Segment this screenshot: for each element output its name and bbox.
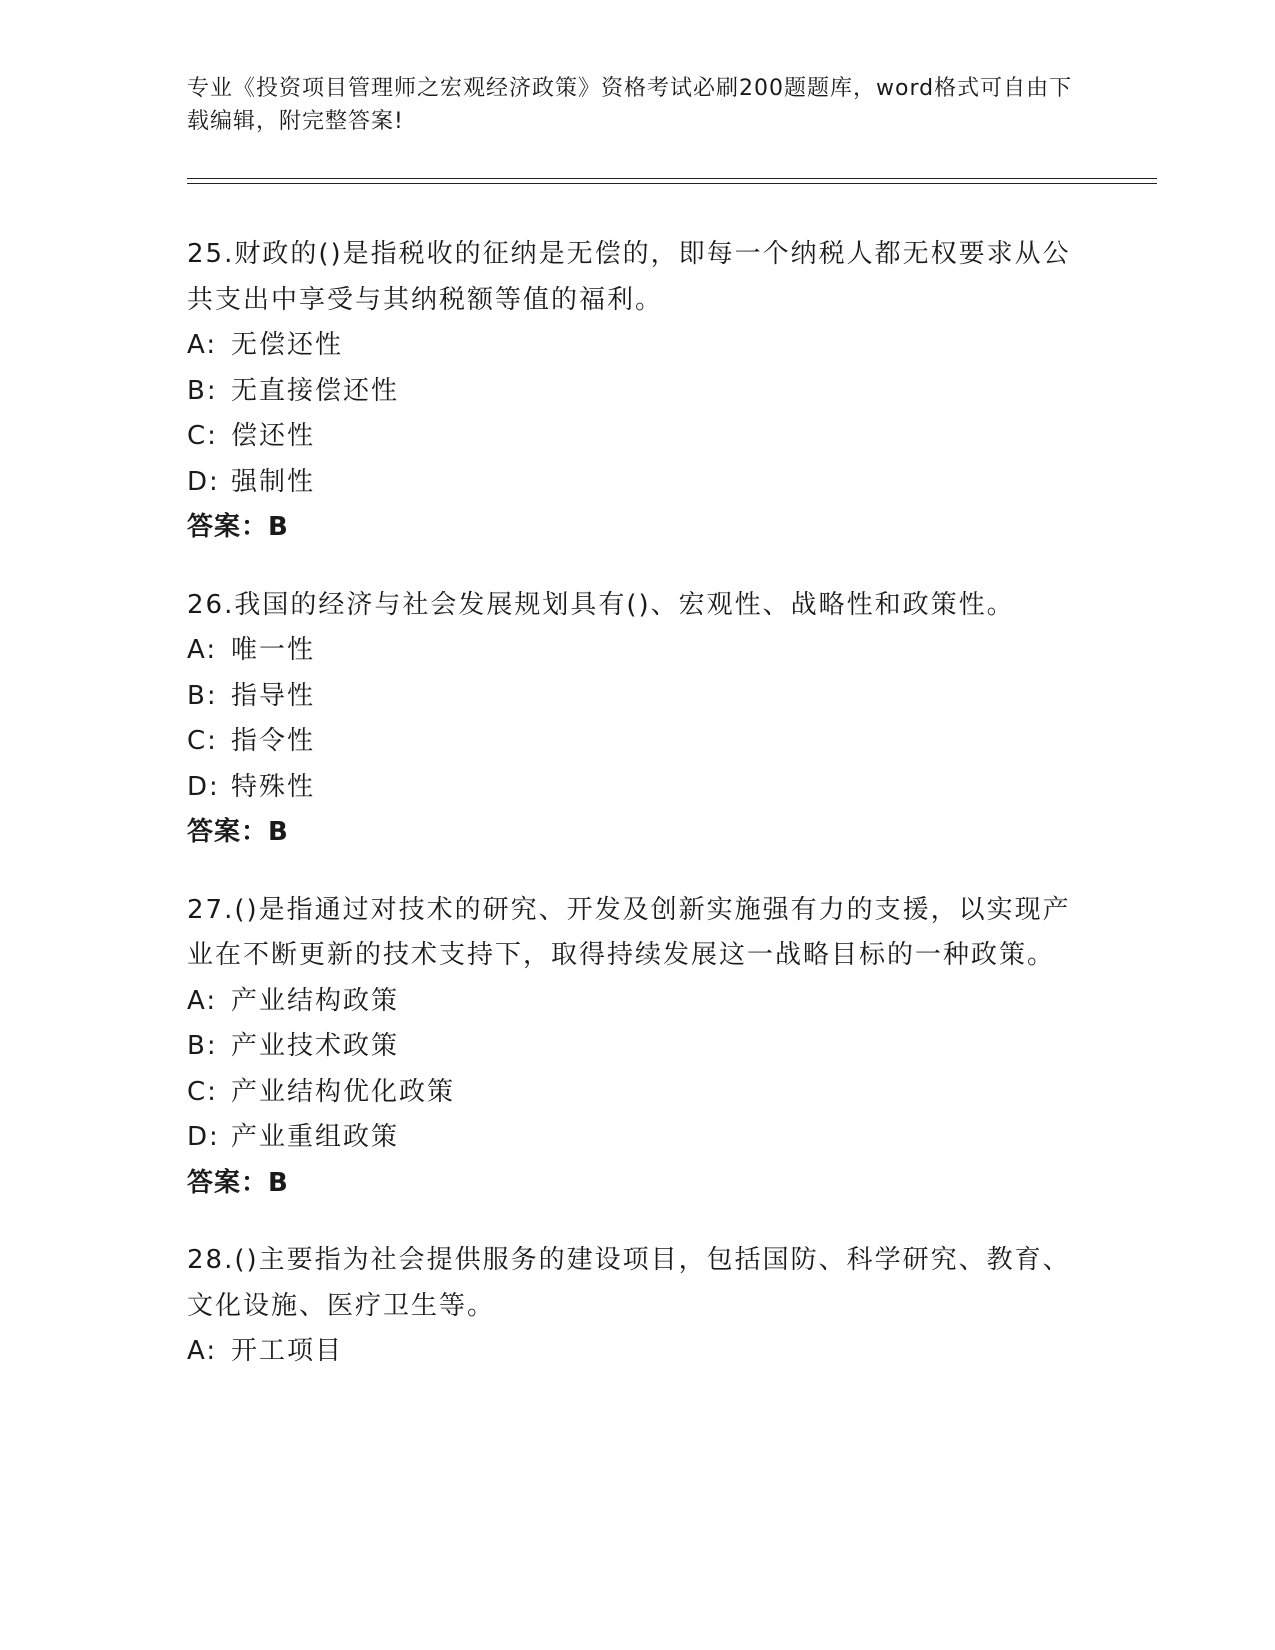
option-c <box>187 1070 1087 1116</box>
header-rule-bottom <box>187 183 1157 184</box>
option-letter: C: <box>187 1076 218 1107</box>
option-text: 产业结构优化政策 <box>231 1076 456 1107</box>
option-c <box>187 414 1087 460</box>
option-a <box>187 323 1087 369</box>
answer-line: 答案：B <box>187 1167 289 1198</box>
option-d <box>187 765 1087 811</box>
option-letter: A: <box>187 635 218 665</box>
option-letter: A: <box>187 1336 218 1366</box>
option-text: 产业结构政策 <box>231 985 400 1016</box>
option-letter: A: <box>187 985 218 1016</box>
option-b <box>187 1024 1087 1070</box>
option-text: 开工项目 <box>231 1336 344 1366</box>
option-text: 特殊性 <box>231 771 316 802</box>
option-text: 强制性 <box>231 466 316 497</box>
option-d <box>187 460 1087 506</box>
option-letter: D: <box>187 466 220 497</box>
option-b <box>187 369 1087 415</box>
question-27 <box>187 888 1087 1207</box>
option-d <box>187 1115 1087 1161</box>
option-letter: A: <box>187 330 218 360</box>
option-a <box>187 979 1087 1025</box>
option-text: 无偿还性 <box>231 330 344 360</box>
answer-line: 答案：B <box>187 512 289 542</box>
option-b <box>187 674 1087 720</box>
option-text: 无直接偿还性 <box>231 375 400 406</box>
question-stem: 28.()主要指为社会提供服务的建设项目，包括国防、科学研究、教育、文化设施、医疗卫生等。 <box>187 1245 1071 1321</box>
option-text: 产业技术政策 <box>231 1031 400 1061</box>
option-a <box>187 628 1087 674</box>
option-letter: C: <box>187 421 218 451</box>
question-stem: 25.财政的()是指税收的征纳是无偿的，即每一个纳税人都无权要求从公共支出中享受与其纳税额等值的福利。 <box>187 239 1071 315</box>
option-text: 唯一性 <box>231 635 316 665</box>
option-c <box>187 719 1087 765</box>
option-a <box>187 1329 1087 1375</box>
question-stem: 27.()是指通过对技术的研究、开发及创新实施强有力的支援，以实现产业在不断更新的技术支持下，取得持续发展这一战略目标的一种政策。 <box>187 894 1071 970</box>
option-letter: B: <box>187 680 218 711</box>
option-text: 指导性 <box>231 680 316 711</box>
option-letter: B: <box>187 1031 218 1061</box>
option-text: 指令性 <box>231 726 316 756</box>
option-letter: D: <box>187 771 220 802</box>
question-25 <box>187 232 1087 551</box>
document-header <box>187 72 1087 138</box>
question-26 <box>187 583 1087 856</box>
header-intro-text: 专业《投资项目管理师之宏观经济政策》资格考试必刷200题题库，word格式可自由下载编辑，附完整答案! <box>187 76 1073 134</box>
header-rule-top <box>187 178 1157 179</box>
option-text: 偿还性 <box>231 421 316 451</box>
answer-line: 答案：B <box>187 817 289 847</box>
option-letter: D: <box>187 1122 220 1152</box>
option-letter: B: <box>187 375 218 406</box>
option-text: 产业重组政策 <box>231 1122 400 1152</box>
option-letter: C: <box>187 726 218 756</box>
question-stem: 26.我国的经济与社会发展规划具有()、宏观性、战略性和政策性。 <box>187 589 1015 620</box>
question-28 <box>187 1238 1087 1375</box>
question-list <box>187 232 1087 1407</box>
